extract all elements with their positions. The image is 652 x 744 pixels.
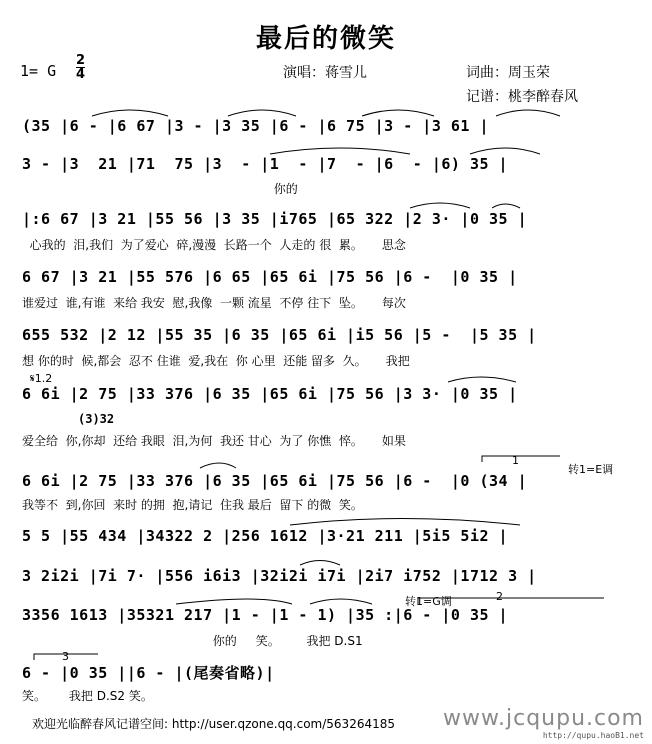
score-row-8-notes: 5 5 |55 434 |34322 2 |256 1612 |3·21 211 |5i5 5i2 | — [22, 527, 509, 545]
tie — [92, 110, 168, 116]
volta-2: 2 — [496, 590, 503, 603]
tie — [290, 519, 520, 526]
score-row-4-lyrics: 谁爱过 谁,有谁 来给 我安 慰,我像 一颗 流星 不停 往下 坠。 每次 — [22, 296, 406, 310]
tie — [448, 377, 516, 382]
score-row-2-notes: 3 - |3 21 |71 75 |3 - |1 - |7 - |6 - |6) 35 | — [22, 155, 509, 173]
volta-3: 3 — [62, 650, 69, 663]
singer-credit: 演唱：蒋雪儿 — [283, 65, 367, 81]
score-row-5-lyrics: 想 你的时 候,都会 忍不 住谁 爱,我在 你 心里 还能 留多 久。 我把 — [22, 354, 410, 368]
tie — [176, 599, 292, 604]
score-row-2-lyrics: 你的 — [22, 182, 298, 196]
tie — [200, 463, 236, 468]
score-row-6-lyrics: 爱全给 你,你却 还给 我眼 泪,为何 我还 甘心 为了 你憔 悴。 如果 — [22, 434, 406, 448]
score-row-6-notes: 6 6i |2 75 |33 376 |6 35 |65 6i |75 56 |3 3· |0 35 | — [22, 385, 518, 403]
score-row-3-notes: |:6 67 |3 21 |55 56 |3 35 |i765 |65 322 |2 3· |0 35 | — [22, 210, 528, 228]
site-watermark: www.jcqupu.com — [443, 706, 644, 731]
score-row-11-lyrics: 笑。 我把 D.S2 笑。 — [22, 689, 153, 703]
key-change-e: 转1=E调 — [568, 463, 614, 476]
score-row-11-notes: 6 - |0 35 ||6 - |(尾奏省略)| — [22, 664, 275, 682]
score-row-1-notes: (35 |6 - |6 67 |3 - |3 35 |6 - |6 75 |3 - |3 61 | — [22, 117, 490, 135]
score-row-10-notes: 3356 1613 |35321 217 |1 - |1 - 1) |35 :|6 - |0 35 | — [22, 606, 509, 624]
volta-bracket-1 — [482, 456, 560, 462]
score-row-10-lyrics: 你的 笑。 我把 D.S1 — [22, 634, 363, 648]
tie — [496, 110, 560, 116]
tie — [470, 148, 540, 154]
time-denominator: 4 — [76, 67, 86, 82]
tie — [492, 204, 520, 208]
sub-fragment: (3)32 — [78, 412, 115, 426]
score-row-7-notes: 6 6i |2 75 |33 376 |6 35 |65 6i |75 56 |6 - |0 (34 | — [22, 472, 528, 490]
time-signature — [76, 54, 85, 81]
tie — [228, 110, 296, 116]
segno-mark: 𝄋1.2 — [30, 372, 53, 385]
score-row-4-notes: 6 67 |3 21 |55 576 |6 65 |65 6i |75 56 |6 - |0 35 | — [22, 268, 518, 286]
time-numerator: 2 — [76, 53, 86, 68]
volta-1: 1 — [512, 454, 519, 467]
transcriber-credit: 记谱：桃李醉春风 — [466, 89, 578, 105]
tie — [410, 203, 470, 208]
tie — [310, 599, 372, 604]
score-row-9-notes: 3 2i2i |7i 7· |556 i6i3 |32i2i i7i |2i7 i752 |1712 3 | — [22, 567, 537, 585]
lyricist-credit: 词曲：周玉荣 — [466, 65, 550, 81]
song-title: 最后的微笑 — [255, 24, 396, 54]
site-watermark-sub: http://qupu.haoB1.net — [542, 731, 644, 740]
tie — [300, 561, 340, 566]
score-row-3-lyrics: 心我的 泪,我们 为了爱心 碎,漫漫 长路一个 人走的 很 累。 思念 — [22, 238, 406, 252]
footer-text: 欢迎光临醉春风记谱空间: http://user.qzone.qq.com/563264185 — [32, 717, 396, 731]
tie — [270, 148, 410, 154]
key-change-g: 转1=G调 — [405, 595, 452, 608]
score-row-5-notes: 655 532 |2 12 |55 35 |6 35 |65 6i |i5 56 |5 - |5 35 | — [22, 326, 537, 344]
key-signature: 1= G — [20, 62, 57, 80]
tie — [362, 110, 434, 116]
score-row-7-lyrics: 我等不 到,你回 来时 的拥 抱,请记 住我 最后 留下 的微 笑。 — [22, 498, 363, 512]
